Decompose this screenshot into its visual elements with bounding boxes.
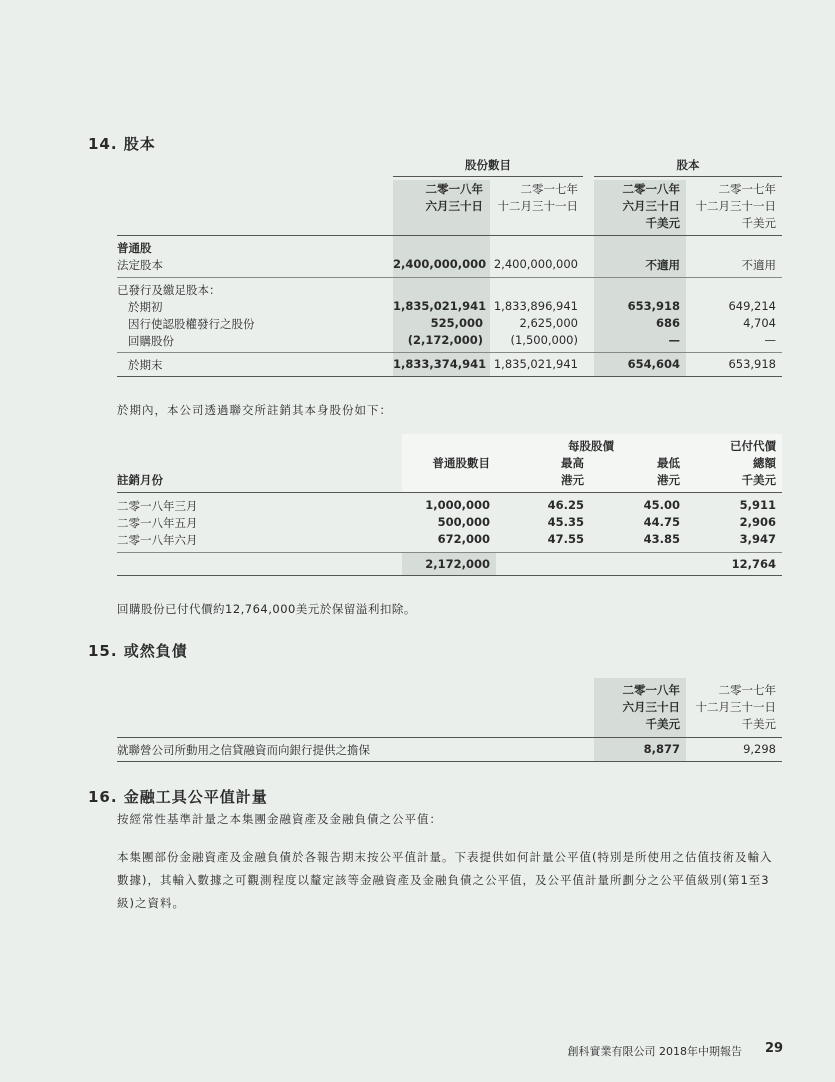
cancel-shares: 500,000 [437, 515, 490, 529]
group-rule-shares [393, 176, 583, 177]
buyback-shares-2017: (1,500,000) [510, 333, 578, 347]
row-rule [117, 277, 782, 278]
row-label-closing: 於期末 [128, 358, 163, 372]
options-capital-2017: 4,704 [743, 316, 776, 330]
cancel-paid: 5,911 [739, 498, 776, 512]
section-15-title: 15. 或然負債 [88, 642, 188, 660]
header-shares: 普通股數目 [432, 456, 490, 470]
authorised-shares-2018: 2,400,000,000 [393, 257, 487, 271]
cancel-high: 46.25 [547, 498, 584, 512]
authorised-capital-2018: 不適用 [645, 258, 680, 272]
section-16-title: 16. 金融工具公平值計量 [88, 788, 268, 806]
header-month: 註銷月份 [117, 473, 163, 487]
group-header-capital: 股本 [676, 158, 700, 172]
closing-capital-2017: 653,918 [728, 357, 776, 371]
closing-capital-2018: 654,604 [627, 357, 680, 371]
header-paid-2: 總額 [753, 456, 776, 470]
guarantee-label: 就聯營公司所動用之信貸融資而向銀行提供之擔保 [117, 743, 370, 757]
guarantee-2018: 8,877 [643, 742, 680, 756]
opening-shares-2018: 1,835,021,941 [393, 299, 487, 313]
header-hkd-high: 港元 [561, 473, 584, 487]
closing-shares-2018: 1,833,374,941 [393, 357, 487, 371]
fair-value-subtitle: 按經常性基準計量之本集團金融資產及金融負債之公平值： [117, 812, 442, 826]
options-shares-2017: 2,625,000 [519, 316, 578, 330]
cancel-high: 47.55 [547, 532, 584, 546]
section-14-title: 14. 股本 [88, 135, 156, 153]
cancel-high: 45.35 [547, 515, 584, 529]
col-header-capital-2017: 二零一七年 十二月三十一日 千美元 [695, 182, 776, 230]
group-header-shares: 股份數目 [465, 158, 511, 172]
table3-bottom-rule [117, 761, 782, 762]
row-label-ordinary: 普通股 [117, 241, 152, 255]
page-number: 29 [765, 1041, 784, 1056]
buyback-capital-2018: — [668, 333, 680, 347]
closing-shares-2017: 1,835,021,941 [493, 357, 578, 371]
col-header-shares-2017: 二零一七年 十二月三十一日 [497, 182, 578, 213]
table2-header-rule [117, 492, 782, 493]
row-label-authorised: 法定股本 [117, 258, 163, 272]
cancel-shares: 1,000,000 [425, 498, 490, 512]
contingent-header-2017: 二零一七年 十二月三十一日 千美元 [695, 683, 776, 731]
buyback-shares-2018: (2,172,000) [407, 333, 483, 347]
cancel-paid: 3,947 [739, 532, 776, 546]
header-hkd-low: 港元 [657, 473, 680, 487]
row-label-buyback: 回購股份 [128, 334, 174, 348]
fair-value-paragraph: 本集團部份金融資產及金融負債於各報告期末按公平值計量。下表提供如何計量公平值(特別是所使用之估值技術及輸入數據)，其輸入數據之可觀測程度以釐定該等金融資產及金融負債之公平值，及公平值計量所劃分之公平值級別(第1至3級)之資料。 [117, 850, 773, 910]
cancel-low: 44.75 [643, 515, 680, 529]
row-rule [117, 352, 782, 353]
options-shares-2018: 525,000 [430, 316, 483, 330]
guarantee-2017: 9,298 [743, 742, 776, 756]
row-label-opening: 於期初 [128, 300, 163, 314]
col-header-capital-2018: 二零一八年 六月三十日 千美元 [622, 182, 680, 230]
opening-capital-2017: 649,214 [728, 299, 776, 313]
cancel-shares: 672,000 [437, 532, 490, 546]
buyback-intro-text: 於期內，本公司透過聯交所註銷其本身股份如下： [117, 403, 392, 417]
cancel-low: 45.00 [643, 498, 680, 512]
cancel-month: 二零一八年五月 [117, 516, 198, 530]
total-shares: 2,172,000 [425, 557, 490, 571]
cancel-month: 二零一八年六月 [117, 533, 198, 547]
table1-header-rule [117, 235, 782, 236]
contingent-header-2018: 二零一八年 六月三十日 千美元 [622, 683, 680, 731]
opening-capital-2018: 653,918 [627, 299, 680, 313]
header-low: 最低 [657, 456, 680, 470]
table3-header-rule [117, 737, 782, 738]
header-price-group: 每股股價 [568, 439, 614, 453]
table1-bottom-rule [117, 376, 782, 377]
total-paid: 12,764 [731, 557, 776, 571]
cancel-month: 二零一八年三月 [117, 499, 198, 513]
table2-bottom-rule [117, 575, 782, 576]
row-rule [117, 552, 782, 553]
col-header-shares-2018: 二零一八年 六月三十日 [425, 182, 483, 213]
header-paid-3: 千美元 [741, 473, 776, 487]
buyback-note: 回購股份已付代價約12,764,000美元於保留溢利扣除。 [117, 602, 416, 616]
cancel-paid: 2,906 [739, 515, 776, 529]
header-high: 最高 [561, 456, 584, 470]
buyback-capital-2017: — [764, 333, 776, 347]
footer-company: 創科實業有限公司 2018年中期報告 [567, 1045, 742, 1058]
group-rule-capital [594, 176, 782, 177]
options-capital-2018: 686 [655, 316, 680, 330]
row-label-issued: 已發行及繳足股本： [117, 283, 221, 297]
authorised-capital-2017: 不適用 [741, 258, 776, 272]
opening-shares-2017: 1,833,896,941 [493, 299, 578, 313]
cancel-low: 43.85 [643, 532, 680, 546]
header-paid-1: 已付代價 [730, 439, 776, 453]
authorised-shares-2017: 2,400,000,000 [493, 257, 578, 271]
row-label-options: 因行使認股權發行之股份 [128, 317, 255, 331]
